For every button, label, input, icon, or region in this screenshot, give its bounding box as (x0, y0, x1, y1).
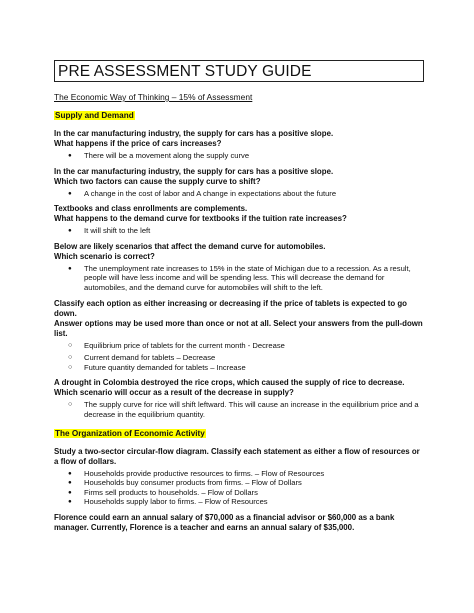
title-box (54, 60, 424, 82)
question-block (54, 167, 424, 199)
answer-item: ● A change in the cost of labor and A change in expectations about the future (54, 189, 424, 199)
answer-item: ● Households supply labor to firms. – Flow of Resources (54, 497, 424, 507)
question-text: A drought in Colombia destroyed the rice crops, which caused the supply of rice to decrease. (54, 378, 405, 388)
question-text: Classify each option as either increasing or decreasing if the price of tablets is expected to go down. (54, 298, 407, 318)
question-text: Answer options may be used more than once or not at all. Select your answers from the pull-down list. (54, 318, 423, 338)
question-text: Florence could earn an annual salary of $70,000 as a financial advisor or $60,000 as a bank manager. Currently, Florence is a teacher and earns an annual salary of $35,000. (54, 512, 395, 532)
answer-item: ● Firms sell products to households. – Flow of Dollars (54, 488, 424, 498)
question-block (54, 513, 424, 533)
answer-item: ● There will be a movement along the supply curve (54, 151, 424, 161)
question-text: Which two factors can cause the supply curve to shift? (54, 176, 261, 186)
section-heading-supply-demand: Supply and Demand (55, 111, 134, 120)
answer-option: ○ Current demand for tablets – Decrease (54, 353, 424, 363)
question-text: What happens to the demand curve for textbooks if the tuition rate increases? (54, 214, 347, 224)
question-text: Textbooks and class enrollments are complements. (54, 204, 248, 214)
question-text: Which scenario is correct? (54, 251, 155, 261)
answer-option: ○ Equilibrium price of tablets for the current month - Decrease (54, 341, 424, 351)
answer-item: ● Households provide productive resources to firms. – Flow of Resources (54, 469, 424, 479)
question-text: Which scenario will occur as a result of the decrease in supply? (54, 388, 294, 398)
section-heading-organization: The Organization of Economic Activity (55, 428, 205, 438)
answer-item: ○ The supply curve for rice will shift leftward. This will cause an increase in the equilibrium price and a decrease in the equilibrium quantity. (54, 400, 424, 419)
question-text: In the car manufacturing industry, the supply for cars has a positive slope. (54, 129, 334, 138)
document-page (54, 60, 424, 533)
question-text: In the car manufacturing industry, the supply for cars has a positive slope. (54, 166, 334, 176)
question-block (54, 129, 424, 161)
question-block (54, 204, 424, 236)
answer-item: ● The unemployment rate increases to 15% in the state of Michigan due to a recession. As a result, people will have less income and will be spending less. This will decrease the demand for automobiles, and the demand curve for automobiles will shift to the left. (54, 264, 424, 293)
question-text: Below are likely scenarios that affect the demand curve for automobiles. (54, 241, 326, 251)
answer-item: ● It will shift to the left (54, 226, 424, 236)
question-text: Study a two-sector circular-flow diagram. Classify each statement as either a flow of resources or a flow of dollars. (54, 446, 420, 466)
question-text: What happens if the price of cars increases? (54, 139, 222, 148)
question-block (54, 447, 424, 507)
answer-option: ○ Future quantity demanded for tablets – Increase (54, 363, 424, 373)
page-title: PRE ASSESSMENT STUDY GUIDE (58, 63, 312, 80)
question-block (54, 378, 424, 419)
question-block (54, 242, 424, 293)
answer-item: ● Households buy consumer products from firms. – Flow of Dollars (54, 478, 424, 488)
question-block (54, 299, 424, 373)
page-subtitle: The Economic Way of Thinking – 15% of Assessment (54, 92, 253, 102)
